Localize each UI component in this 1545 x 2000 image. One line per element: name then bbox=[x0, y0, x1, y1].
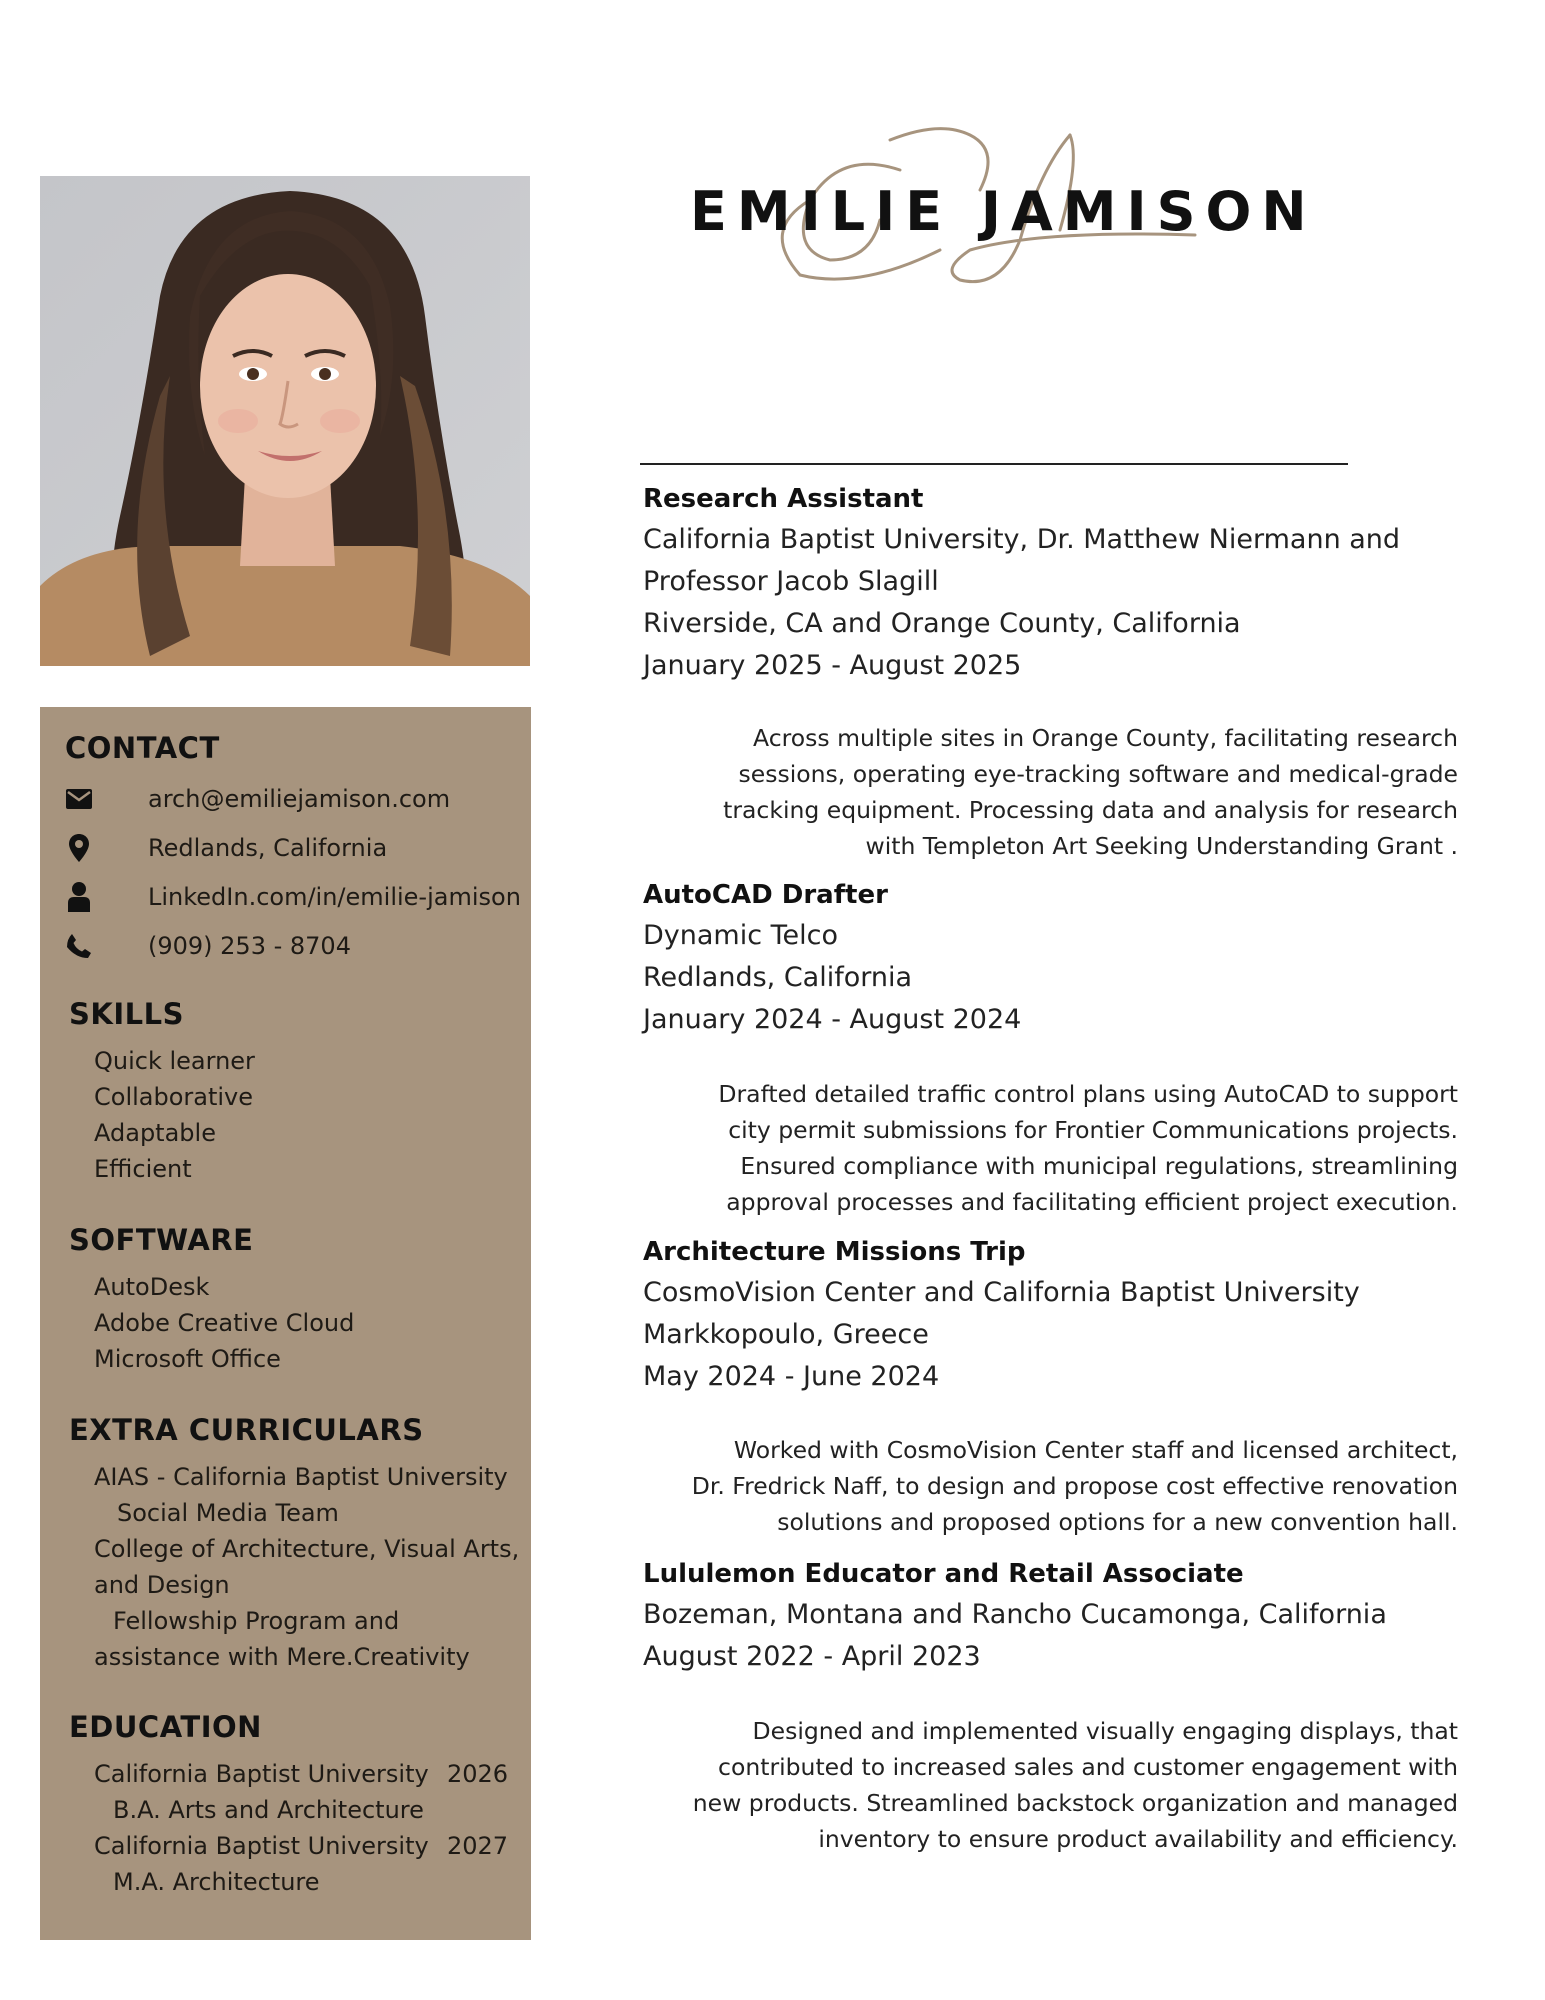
contact-linkedin[interactable]: LinkedIn.com/in/emilie-jamison bbox=[148, 883, 521, 911]
education-degree: B.A. Arts and Architecture bbox=[113, 1796, 424, 1824]
extracurricular-line: assistance with Mere.Creativity bbox=[94, 1643, 470, 1671]
software-item: Microsoft Office bbox=[94, 1345, 281, 1373]
education-year: 2027 bbox=[447, 1832, 509, 1860]
contact-location-row bbox=[64, 828, 388, 868]
job-description-line: solutions and proposed options for a new convention hall. bbox=[777, 1508, 1458, 1536]
job-description-line: Dr. Fredrick Naff, to design and propose cost effective renovation bbox=[691, 1472, 1458, 1500]
person-icon bbox=[64, 882, 94, 912]
extracurricular-line: AIAS - California Baptist University bbox=[94, 1463, 508, 1491]
job-description bbox=[660, 1713, 1458, 1857]
full-name: EMILIE JAMISON bbox=[690, 180, 1317, 243]
job-title: Lululemon Educator and Retail Associate bbox=[643, 1559, 1244, 1589]
education-school: California Baptist University bbox=[94, 1760, 429, 1788]
job-description-line: new products. Streamlined backstock organization and managed bbox=[692, 1789, 1458, 1817]
job-description-line: Ensured compliance with municipal regulations, streamlining bbox=[740, 1152, 1458, 1180]
job-detail: January 2025 - August 2025 bbox=[643, 650, 1022, 681]
contact-linkedin-row[interactable] bbox=[64, 877, 521, 917]
education-degree: M.A. Architecture bbox=[113, 1868, 320, 1896]
phone-icon bbox=[64, 931, 94, 961]
job-description-line: approval processes and facilitating efficient project execution. bbox=[726, 1188, 1458, 1216]
extracurricular-line: College of Architecture, Visual Arts, bbox=[94, 1535, 520, 1563]
contact-phone[interactable]: (909) 253 - 8704 bbox=[148, 932, 351, 960]
job-description-line: Designed and implemented visually engaging displays, that bbox=[752, 1717, 1458, 1745]
job-title: AutoCAD Drafter bbox=[643, 880, 888, 910]
location-pin-icon bbox=[64, 833, 94, 863]
sidebar bbox=[40, 707, 531, 1940]
job-title: Research Assistant bbox=[643, 484, 924, 514]
skill-item: Adaptable bbox=[94, 1119, 216, 1147]
job-description-line: Worked with CosmoVision Center staff and licensed architect, bbox=[733, 1436, 1458, 1464]
job-description-line: inventory to ensure product availability and efficiency. bbox=[818, 1825, 1458, 1853]
software-item: Adobe Creative Cloud bbox=[94, 1309, 355, 1337]
job-detail: California Baptist University, Dr. Matthew Niermann and bbox=[643, 524, 1401, 555]
job-detail: Redlands, California bbox=[643, 962, 913, 993]
contact-email[interactable]: arch@emiliejamison.com bbox=[148, 785, 451, 813]
extracurricular-line: Social Media Team bbox=[117, 1499, 339, 1527]
skill-item: Collaborative bbox=[94, 1083, 254, 1111]
contact-email-row[interactable] bbox=[64, 779, 451, 819]
education-title: EDUCATION bbox=[69, 1710, 262, 1744]
extracurricular-line: and Design bbox=[94, 1571, 230, 1599]
job-description bbox=[660, 1076, 1458, 1220]
extracurricular-line: Fellowship Program and bbox=[113, 1607, 400, 1635]
name-header bbox=[640, 110, 1340, 310]
job-description-line: Across multiple sites in Orange County, facilitating research bbox=[753, 724, 1458, 752]
job-detail: August 2022 - April 2023 bbox=[643, 1641, 981, 1672]
job-description bbox=[660, 720, 1458, 864]
job-detail: January 2024 - August 2024 bbox=[643, 1004, 1022, 1035]
job-detail: Bozeman, Montana and Rancho Cucamonga, California bbox=[643, 1599, 1387, 1630]
contact-title: CONTACT bbox=[65, 731, 220, 765]
job-description-line: with Templeton Art Seeking Understanding Grant . bbox=[865, 832, 1458, 860]
portrait-photo-icon bbox=[40, 176, 530, 666]
job-description-line: contributed to increased sales and customer engagement with bbox=[718, 1753, 1458, 1781]
job-description-line: Drafted detailed traffic control plans using AutoCAD to support bbox=[718, 1080, 1458, 1108]
skills-title: SKILLS bbox=[69, 997, 184, 1031]
header-divider bbox=[640, 463, 1348, 465]
job-detail: Riverside, CA and Orange County, California bbox=[643, 608, 1241, 639]
job-description-line: city permit submissions for Frontier Communications projects. bbox=[728, 1116, 1458, 1144]
job-detail: Markkopoulo, Greece bbox=[643, 1319, 929, 1350]
job-description-line: sessions, operating eye-tracking software and medical-grade bbox=[738, 760, 1458, 788]
contact-location: Redlands, California bbox=[148, 834, 388, 862]
profile-photo bbox=[40, 176, 530, 666]
job-detail: Dynamic Telco bbox=[643, 920, 839, 951]
software-item: AutoDesk bbox=[94, 1273, 210, 1301]
job-description bbox=[660, 1432, 1458, 1540]
skill-item: Efficient bbox=[94, 1155, 192, 1183]
job-description-line: tracking equipment. Processing data and analysis for research bbox=[723, 796, 1458, 824]
extracurriculars-title: EXTRA CURRICULARS bbox=[69, 1413, 424, 1447]
job-detail: May 2024 - June 2024 bbox=[643, 1361, 940, 1392]
mail-icon bbox=[64, 784, 94, 814]
job-detail: CosmoVision Center and California Baptist University bbox=[643, 1277, 1360, 1308]
skill-item: Quick learner bbox=[94, 1047, 255, 1075]
contact-phone-row[interactable] bbox=[64, 926, 351, 966]
job-detail: Professor Jacob Slagill bbox=[643, 566, 939, 597]
software-title: SOFTWARE bbox=[69, 1223, 254, 1257]
education-year: 2026 bbox=[447, 1760, 509, 1788]
job-title: Architecture Missions Trip bbox=[643, 1237, 1026, 1267]
education-school: California Baptist University bbox=[94, 1832, 429, 1860]
